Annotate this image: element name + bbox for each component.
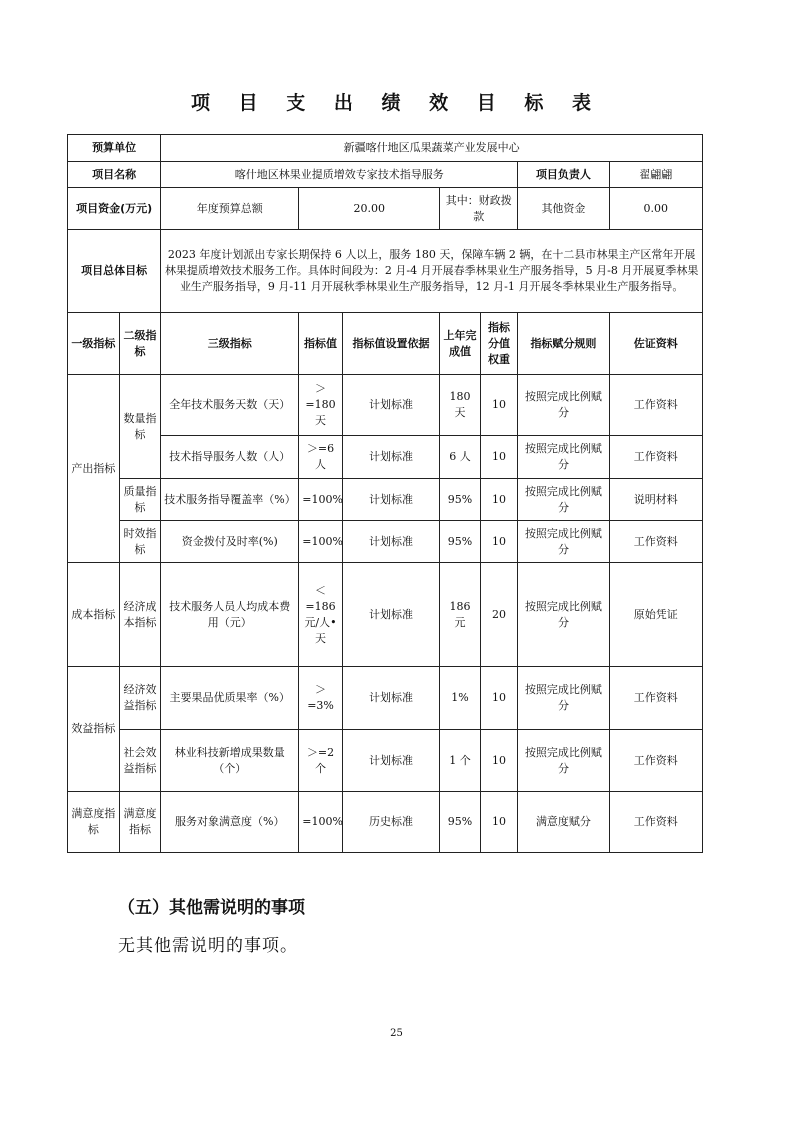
subgroup-satisfaction: 满意度指标 [119, 792, 161, 853]
table-row [68, 375, 703, 436]
subgroup-quantity: 数量指标 [119, 375, 161, 479]
section-heading: （五）其他需说明的事项 [118, 898, 305, 918]
row-l3: 技术服务指导覆盖率（%） [161, 479, 299, 521]
row-evidence: 工作资料 [609, 521, 702, 563]
row-basis: 计划标准 [342, 436, 439, 479]
row-basis: 计划标准 [342, 521, 439, 563]
row-weight: 10 [480, 436, 518, 479]
leader-label: 项目负责人 [518, 162, 609, 188]
budget-unit-value: 新疆喀什地区瓜果蔬菜产业发展中心 [161, 135, 703, 162]
fiscal-label: 其中：财政拨款 [440, 188, 518, 230]
row-last: 186 元 [440, 563, 481, 667]
fund-row [68, 188, 703, 230]
row-evidence: 工作资料 [609, 436, 702, 479]
row-l3: 林业科技新增成果数量（个） [161, 730, 299, 792]
row-value: ＜=186元/人•天 [299, 563, 343, 667]
row-weight: 20 [480, 563, 518, 667]
other-value: 0.00 [609, 188, 702, 230]
goal-row [68, 230, 703, 313]
row-last: 95% [440, 792, 481, 853]
annual-budget-label: 年度预算总额 [161, 188, 299, 230]
row-basis: 历史标准 [342, 792, 439, 853]
row-rule: 按照完成比例赋分 [518, 730, 609, 792]
row-evidence: 工作资料 [609, 730, 702, 792]
header-l1: 一级指标 [68, 313, 120, 375]
row-basis: 计划标准 [342, 563, 439, 667]
row-l3: 主要果品优质果率（%） [161, 667, 299, 730]
table-row [68, 479, 703, 521]
project-name-row [68, 162, 703, 188]
project-name-label: 项目名称 [68, 162, 161, 188]
budget-unit-row [68, 135, 703, 162]
row-value: ＞=3% [299, 667, 343, 730]
leader-value: 翟翩翩 [609, 162, 702, 188]
table-row [68, 521, 703, 563]
row-l3: 服务对象满意度（%） [161, 792, 299, 853]
row-basis: 计划标准 [342, 667, 439, 730]
group-cost: 成本指标 [68, 563, 120, 667]
table-header-row [68, 313, 703, 375]
row-value: =100% [299, 792, 343, 853]
row-rule: 按照完成比例赋分 [518, 375, 609, 436]
row-value: ＞=2个 [299, 730, 343, 792]
row-rule: 按照完成比例赋分 [518, 436, 609, 479]
row-evidence: 说明材料 [609, 479, 702, 521]
row-last: 1 个 [440, 730, 481, 792]
subgroup-quality: 质量指标 [119, 479, 161, 521]
annual-budget-value: 20.00 [299, 188, 440, 230]
row-l3: 全年技术服务天数（天） [161, 375, 299, 436]
row-value: =100% [299, 521, 343, 563]
row-rule: 按照完成比例赋分 [518, 563, 609, 667]
row-rule: 按照完成比例赋分 [518, 667, 609, 730]
subgroup-economic-cost: 经济成本指标 [119, 563, 161, 667]
row-basis: 计划标准 [342, 730, 439, 792]
table-row [68, 563, 703, 667]
row-l3: 技术服务人员人均成本费用（元） [161, 563, 299, 667]
header-rule: 指标赋分规则 [518, 313, 609, 375]
row-value: ＞=6人 [299, 436, 343, 479]
row-weight: 10 [480, 375, 518, 436]
row-last: 95% [440, 521, 481, 563]
project-name-value: 喀什地区林果业提质增效专家技术指导服务 [161, 162, 518, 188]
table-row [68, 792, 703, 853]
row-evidence: 原始凭证 [609, 563, 702, 667]
row-last: 95% [440, 479, 481, 521]
row-evidence: 工作资料 [609, 375, 702, 436]
page-title: 项 目 支 出 绩 效 目 标 表 [191, 92, 602, 114]
goal-text: 2023 年度计划派出专家长期保持 6 人以上，服务 180 天，保障车辆 2 辆，在十二县市林果主产区常年开展林果提质增效技术服务工作。具体时间段为：2 月-4 月开展春季林果业生产服务指导，5 月-8 月开展夏季林果业生产服务指导，9 月-11 月开展秋季林果业生产服务指导，12 月-1 月开展冬季林果业生产服务指导。 [161, 230, 703, 313]
subgroup-economic-benefit: 经济效益指标 [119, 667, 161, 730]
header-last-year: 上年完成值 [440, 313, 481, 375]
page-number: 25 [390, 1028, 403, 1039]
row-evidence: 工作资料 [609, 792, 702, 853]
row-weight: 10 [480, 521, 518, 563]
table-row [68, 730, 703, 792]
subgroup-social-benefit: 社会效益指标 [119, 730, 161, 792]
row-basis: 计划标准 [342, 375, 439, 436]
row-weight: 10 [480, 730, 518, 792]
row-last: 6 人 [440, 436, 481, 479]
header-basis: 指标值设置依据 [342, 313, 439, 375]
header-value: 指标值 [299, 313, 343, 375]
row-l3: 资金拨付及时率(%) [161, 521, 299, 563]
row-evidence: 工作资料 [609, 667, 702, 730]
row-weight: 10 [480, 667, 518, 730]
fund-label: 项目资金(万元) [68, 188, 161, 230]
performance-target-table [67, 134, 703, 853]
group-benefit: 效益指标 [68, 667, 120, 792]
row-rule: 按照完成比例赋分 [518, 521, 609, 563]
row-last: 180 天 [440, 375, 481, 436]
row-last: 1% [440, 667, 481, 730]
header-weight: 指标分值权重 [480, 313, 518, 375]
group-output: 产出指标 [68, 375, 120, 563]
row-l3: 技术指导服务人数（人） [161, 436, 299, 479]
row-rule: 按照完成比例赋分 [518, 479, 609, 521]
group-satisfaction: 满意度指标 [68, 792, 120, 853]
table-row [68, 667, 703, 730]
row-rule: 满意度赋分 [518, 792, 609, 853]
row-value: ＞=180天 [299, 375, 343, 436]
row-value: =100% [299, 479, 343, 521]
row-weight: 10 [480, 479, 518, 521]
table-row [68, 436, 703, 479]
goal-label: 项目总体目标 [68, 230, 161, 313]
subgroup-timeliness: 时效指标 [119, 521, 161, 563]
header-l3: 三级指标 [161, 313, 299, 375]
other-label: 其他资金 [518, 188, 609, 230]
row-weight: 10 [480, 792, 518, 853]
header-l2: 二级指标 [119, 313, 161, 375]
budget-unit-label: 预算单位 [68, 135, 161, 162]
row-basis: 计划标准 [342, 479, 439, 521]
section-body: 无其他需说明的事项。 [118, 936, 298, 956]
header-evidence: 佐证资料 [609, 313, 702, 375]
